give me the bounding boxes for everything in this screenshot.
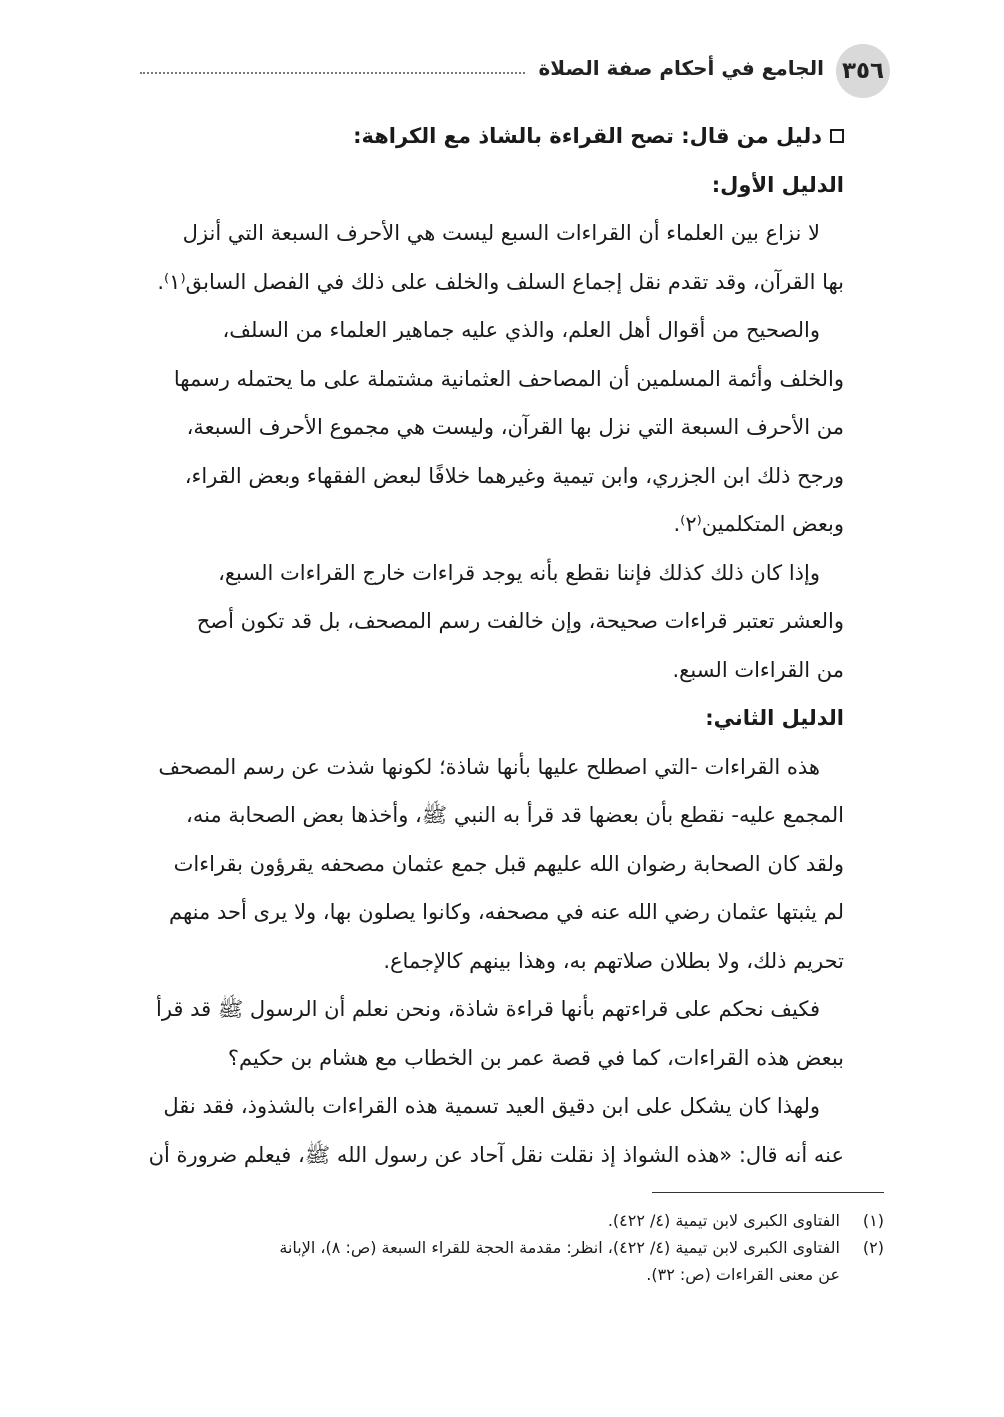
main-text [144, 112, 844, 1179]
paragraph-line: لا نزاع بين العلماء أن القراءات السبع ليست هي الأحرف السبعة التي أنزل [182, 221, 820, 245]
paragraph-line: ولقد كان الصحابة رضوان الله عليهم قبل جمع عثمان مصحفه يقرؤون بقراءات [173, 851, 844, 876]
paragraph-line: وبعض المتكلمين⁽٢⁾. [673, 512, 844, 536]
paragraph-line: لم يثبتها عثمان رضي الله عنه في مصحفه، وكانوا يصلون بها، ولا يرى أحد منهم [169, 900, 844, 924]
footnote-text: الفتاوى الكبرى لابن تيمية (٤/ ٤٢٢). [607, 1211, 840, 1230]
paragraph-line: ورجح ذلك ابن الجزري، وابن تيمية وغيرهما خلافًا لبعض الفقهاء وبعض القراء، [184, 463, 844, 488]
footnote-mark: (٢) [862, 1238, 884, 1257]
running-header [140, 44, 890, 106]
header-title-row [140, 56, 824, 80]
paragraph-line: بها القرآن، وقد تقدم نقل إجماع السلف والخلف على ذلك في الفصل السابق⁽١⁾. [157, 269, 844, 294]
square-bullet-icon [830, 129, 844, 143]
paragraph-line: المجمع عليه- نقطع بأن بعضها قد قرأ به النبي ﷺ، وأخذها بعض الصحابة منه، [186, 803, 844, 827]
second-evidence-title: الدليل الثاني: [705, 706, 844, 730]
paragraph-line: والصحيح من أقوال أهل العلم، والذي عليه جماهير العلماء من السلف، [222, 318, 820, 342]
footnote-mark: (١) [862, 1211, 884, 1230]
footnote-text: الفتاوى الكبرى لابن تيمية (٤/ ٤٢٢)، انظر: مقدمة الحجة للقراء السبعة (ص: ٨)، الإبانة [279, 1238, 840, 1257]
paragraph-line: فكيف نحكم على قراءتهم بأنها قراءة شاذة، ونحن نعلم أن الرسول ﷺ قد قرأ [155, 997, 820, 1021]
paragraph-line: ولهذا كان يشكل على ابن دقيق العيد تسمية هذه القراءات بالشذوذ، فقد نقل [163, 1094, 820, 1118]
footnote-1 [124, 1207, 884, 1234]
paragraph-line: عنه أنه قال: «هذه الشواذ إذ نقلت نقل آحاد عن رسول الله ﷺ، فيعلم ضرورة أن [148, 1142, 844, 1167]
paragraph-line: ببعض هذه القراءات، كما في قصة عمر بن الخطاب مع هشام بن حكيم؟ [227, 1045, 844, 1070]
footnotes [124, 1207, 884, 1288]
paragraph-line: وإذا كان ذلك كذلك فإننا نقطع بأنه يوجد قراءات خارج القراءات السبع، [218, 560, 820, 585]
footnote-2-continuation: عن معنى القراءات (ص: ٣٢). [646, 1265, 840, 1284]
paragraph-line: والخلف وأئمة المسلمين أن المصاحف العثمانية مشتملة على ما يحتمله رسمها [173, 366, 844, 391]
footnote-2 [124, 1234, 884, 1261]
footnote-separator [652, 1192, 884, 1193]
first-evidence-title: الدليل الأول: [711, 172, 844, 197]
paragraph-line: والعشر تعتبر قراءات صحيحة، وإن خالفت رسم المصحف، بل قد تكون أصح [196, 609, 844, 633]
paragraph-line: من الأحرف السبعة التي نزل بها القرآن، وليست هي مجموع الأحرف السبعة، [186, 415, 844, 439]
paragraph-line: تحريم ذلك، ولا بطلان صلاتهم به، وهذا بينهم كالإجماع. [383, 948, 844, 973]
book-title: الجامع في أحكام صفة الصلاة [538, 56, 824, 80]
section-heading-text: دليل من قال: تصح القراءة بالشاذ مع الكراهة: [353, 124, 822, 148]
paragraph-line: هذه القراءات -التي اصطلح عليها بأنها شاذة؛ لكونها شذت عن رسم المصحف [158, 754, 820, 779]
page-number: ٣٥٦ [836, 44, 890, 98]
section-heading [144, 112, 844, 161]
paragraph-line: من القراءات السبع. [672, 657, 844, 682]
header-dotted-leader [140, 72, 525, 74]
